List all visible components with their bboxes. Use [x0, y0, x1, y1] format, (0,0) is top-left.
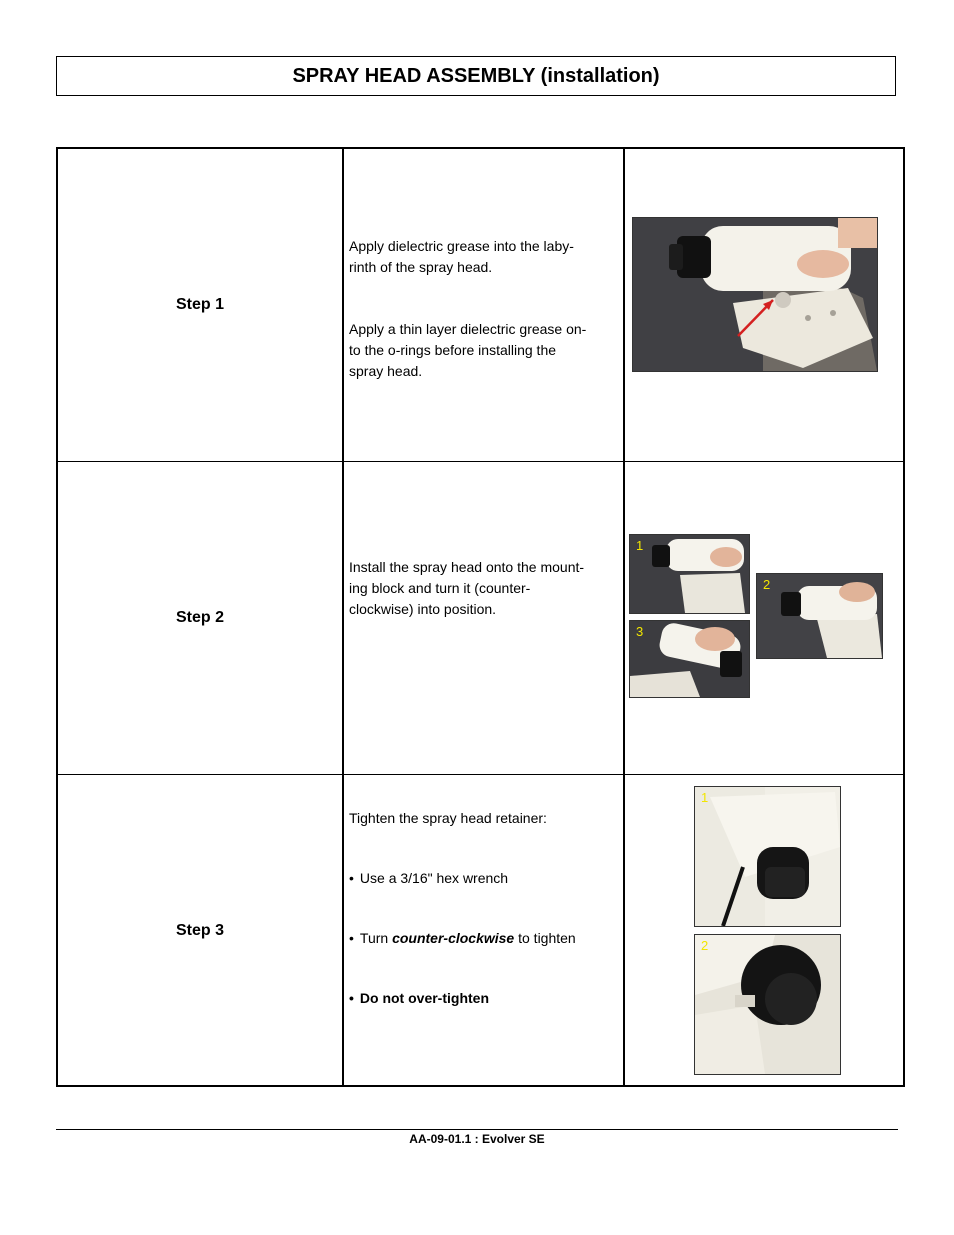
text-line: rinth of the spray head.: [349, 259, 493, 275]
bullet-icon: •: [349, 930, 354, 946]
text-line: spray head.: [349, 363, 423, 379]
bullet-text: Turn: [359, 930, 393, 946]
step-label: Step 1: [58, 149, 344, 461]
bullet-text: Use a 3/16" hex wrench: [359, 870, 509, 886]
text-line: clockwise) into position.: [349, 601, 497, 617]
spray-head-grease-illustration: [633, 218, 877, 371]
bullet-text: to tighten: [514, 930, 576, 946]
install-photo-2: [756, 573, 883, 659]
photo-number: 2: [763, 577, 771, 592]
instruction-paragraph: [349, 557, 617, 620]
text-line: ing block and turn it (counter-: [349, 580, 531, 596]
footer-divider: [56, 1129, 898, 1130]
step-label: Step 3: [58, 775, 344, 1087]
emphasis-text: counter-clockwise: [392, 930, 515, 946]
step-image-cell: [625, 462, 903, 774]
instruction-bullet: [349, 928, 617, 949]
instruction-paragraph: [349, 319, 617, 382]
retainer-photo-2: [694, 934, 841, 1075]
install-photo-1: [629, 534, 750, 614]
instruction-intro: Tighten the spray head retainer:: [349, 810, 547, 826]
step-row-2: [58, 461, 903, 774]
photo-number: 3: [636, 624, 644, 639]
steps-table: [56, 147, 905, 1087]
instruction-bullet: [349, 988, 617, 1009]
document-footer: AA-09-01.1 : Evolver SE: [409, 1132, 545, 1146]
text-line: Install the spray head onto the mount-: [349, 559, 585, 575]
step-instructions: [344, 775, 625, 1087]
bullet-icon: •: [349, 870, 354, 886]
step-instructions: [344, 462, 625, 774]
bullet-text: Do not over-tighten: [359, 990, 490, 1006]
install-illustration-1: [630, 535, 749, 613]
retainer-illustration-1: [695, 787, 840, 926]
photo-number: 2: [701, 938, 709, 953]
step-row-1: [58, 149, 903, 461]
install-illustration-2: [757, 574, 882, 658]
install-photo-3: [629, 620, 750, 698]
step-label: Step 2: [58, 462, 344, 774]
bullet-icon: •: [349, 990, 354, 1006]
photo-number: 1: [636, 538, 644, 553]
text-line: to the o-rings before installing the: [349, 342, 557, 358]
page-title: SPRAY HEAD ASSEMBLY (installation): [56, 56, 896, 96]
spray-head-grease-photo: [632, 217, 878, 372]
retainer-photo-1: [694, 786, 841, 927]
retainer-illustration-2: [695, 935, 840, 1074]
step-image-cell: [625, 149, 903, 461]
step-row-3: [58, 774, 903, 1087]
install-illustration-3: [630, 621, 749, 697]
photo-number: 1: [701, 790, 709, 805]
step-instructions: [344, 149, 625, 461]
instruction-bullet: [349, 868, 617, 889]
step-image-cell: [625, 775, 903, 1087]
text-line: Apply dielectric grease into the laby-: [349, 238, 574, 254]
instruction-paragraph: [349, 236, 617, 278]
text-line: Apply a thin layer dielectric grease on-: [349, 321, 587, 337]
